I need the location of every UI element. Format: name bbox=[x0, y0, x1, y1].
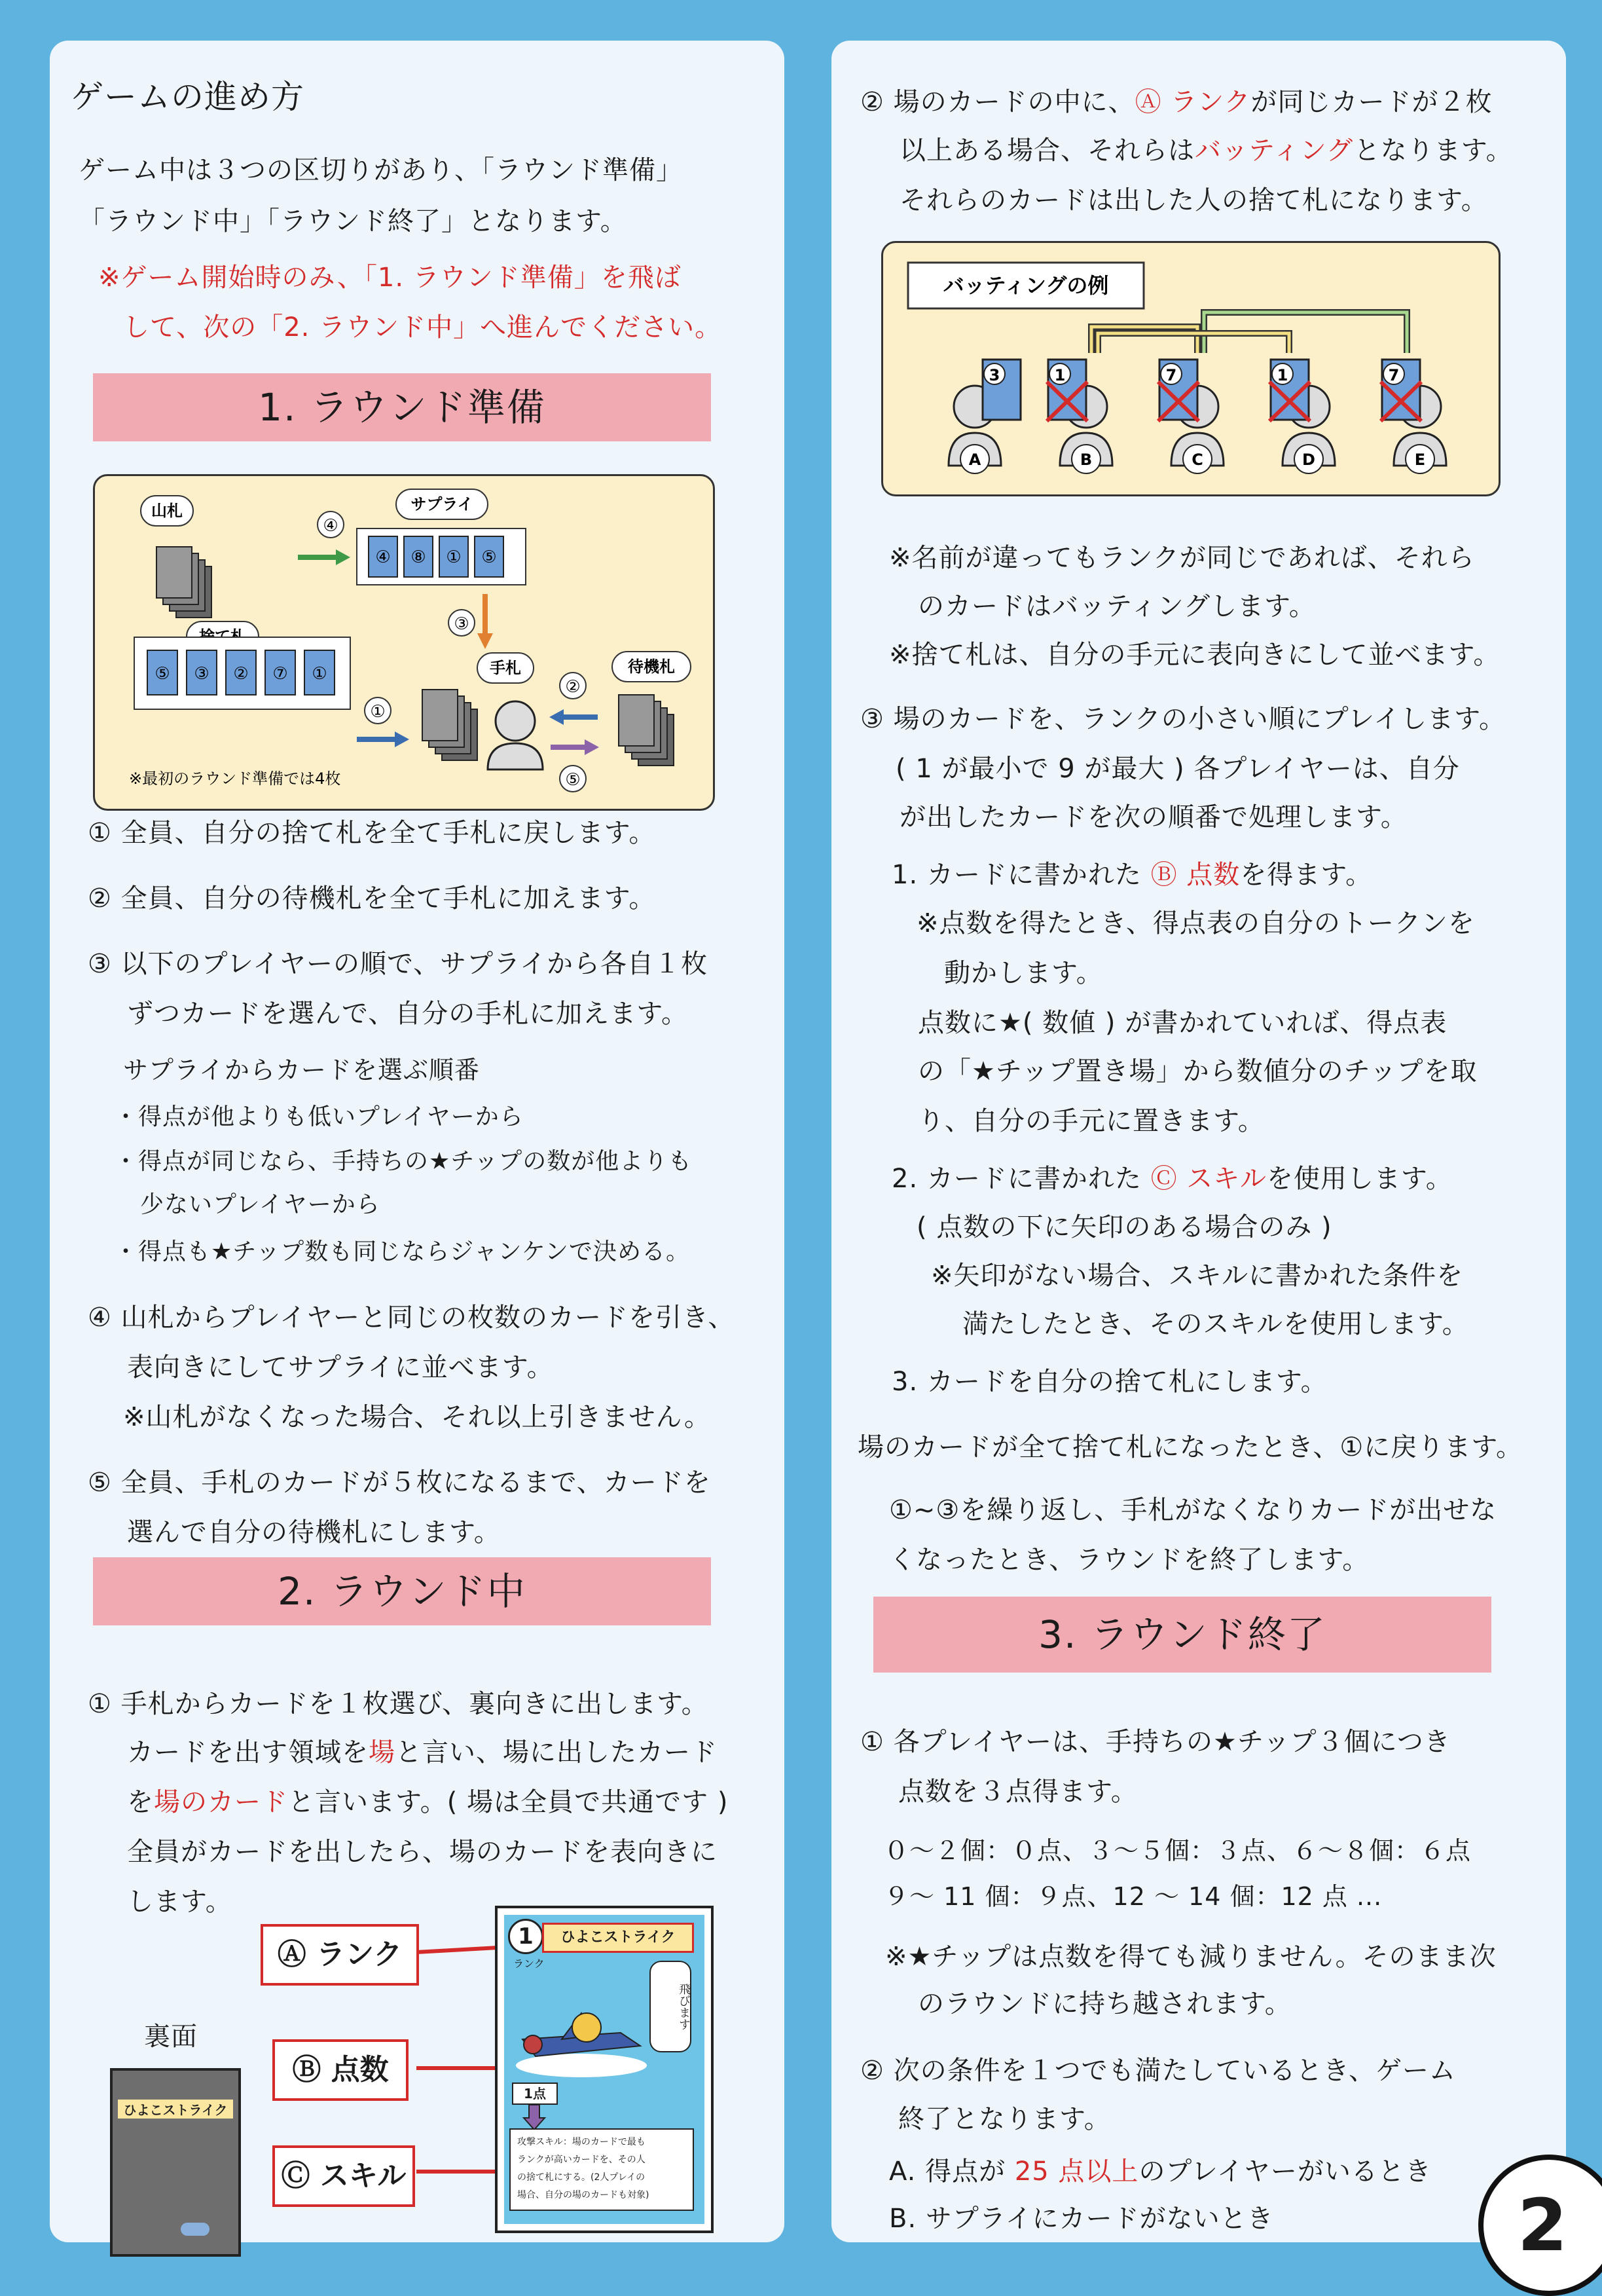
batting-example bbox=[881, 241, 1501, 496]
section-1-title: 1. ラウンド準備 bbox=[93, 373, 711, 441]
round-prep-diagram bbox=[93, 474, 715, 811]
hand-label: 手札 bbox=[490, 659, 521, 677]
right-panel bbox=[831, 41, 1566, 2242]
end-line: のラウンドに持ち越されます。 bbox=[918, 1989, 1292, 2019]
card-points: 1点 bbox=[512, 2083, 558, 2105]
points-label: Ⓑ 点数 bbox=[272, 2039, 409, 2101]
sub-note: ※点数を得たとき、得点表の自分のトークンを bbox=[917, 908, 1475, 938]
supply-card: ⑧ bbox=[410, 547, 426, 567]
play-line: 全員がカードを出したら、場のカードを表向きに bbox=[127, 1837, 718, 1867]
player-label: B bbox=[1080, 451, 1093, 469]
end-line: 点数を３点得ます。 bbox=[898, 1777, 1138, 1807]
order-title: サプライからカードを選ぶ順番 bbox=[123, 1056, 480, 1084]
page-heading: ゲームの進め方 bbox=[71, 78, 304, 116]
sub-note: ※矢印がない場合、スキルに書かれた条件を bbox=[931, 1261, 1464, 1291]
discard-card: ⑤ bbox=[155, 664, 170, 684]
player-B bbox=[1047, 360, 1112, 473]
discard-cards bbox=[147, 650, 335, 695]
discard-card: ① bbox=[312, 664, 327, 684]
player-A bbox=[949, 360, 1021, 473]
waiting-label: 待機札 bbox=[628, 657, 675, 676]
discard-card: ③ bbox=[194, 664, 209, 684]
player-C bbox=[1158, 360, 1224, 473]
supply-label: サプライ bbox=[410, 495, 473, 513]
card-front bbox=[495, 1906, 714, 2233]
sub-step-2: 2. カードに書かれた Ⓒ スキルを使用します。 bbox=[892, 1164, 1453, 1194]
card-name: ひよこストライク bbox=[542, 1923, 694, 1953]
sub-note: ( 点数の下に矢印のある場合のみ ) bbox=[917, 1212, 1332, 1242]
batting-card-rank: 7 bbox=[1165, 366, 1177, 384]
batting-line: 以上ある場合、それらはバッティングとなります。 bbox=[900, 136, 1513, 166]
sub-note: の「★チップ置き場」から数値分のチップを取 bbox=[918, 1056, 1478, 1086]
play-order-line: が出したカードを次の順番で処理します。 bbox=[900, 802, 1408, 832]
supply-card: ⑤ bbox=[481, 547, 497, 567]
skill-line: 場合、自分の場のカードも対象) bbox=[517, 2190, 649, 2200]
play-line: カードを出す領域を場と言い、場に出したカード bbox=[127, 1737, 718, 1768]
card-face bbox=[504, 1915, 704, 2224]
player-label: A bbox=[968, 451, 981, 469]
sub-step-1: 1. カードに書かれた Ⓑ 点数を得ます。 bbox=[892, 860, 1373, 890]
round-prep-svg bbox=[95, 476, 713, 809]
note-line: ※ゲーム開始時のみ、「1. ラウンド準備」を飛ば bbox=[98, 263, 682, 293]
supply-card: ① bbox=[446, 547, 462, 567]
deck-label: 山札 bbox=[151, 502, 183, 520]
step-line: ⑤ 全員、手札のカードが５枚になるまで、カードを bbox=[88, 1468, 711, 1498]
note-line: ※捨て札は、自分の手元に表向きにして並べます。 bbox=[889, 640, 1501, 670]
card-skill-text bbox=[509, 2128, 694, 2211]
play-line: します。 bbox=[127, 1887, 232, 1917]
skill-line: ランクが高いカードを、その人 bbox=[517, 2155, 646, 2165]
batting-card-rank: 3 bbox=[989, 366, 1000, 384]
batting-svg bbox=[883, 243, 1499, 494]
end-line: 終了となります。 bbox=[898, 2104, 1111, 2134]
intro-line: ゲーム中は３つの区切りがあり、「ラウンド準備」 bbox=[79, 155, 683, 185]
step-number: ② bbox=[565, 677, 581, 697]
end-condition-a: A. 得点が 25 点以上のプレイヤーがいるとき bbox=[889, 2157, 1432, 2187]
step-line: ※山札がなくなった場合、それ以上引きません。 bbox=[123, 1402, 711, 1432]
order-item: 少ないプレイヤーから bbox=[140, 1191, 380, 1218]
step-line: 表向きにしてサプライに並べます。 bbox=[127, 1352, 554, 1382]
card-back-label: 裏面 bbox=[144, 2022, 198, 2052]
play-order-line: ③ 場のカードを、ランクの小さい順にプレイします。 bbox=[860, 704, 1506, 734]
order-item: ・得点が他よりも低いプレイヤーから bbox=[114, 1103, 524, 1130]
end-line: ０～２個：０点、３～５個：３点、６～８個：６点 bbox=[884, 1836, 1472, 1865]
batting-card-rank: 7 bbox=[1388, 366, 1400, 384]
sub-note: 動かします。 bbox=[944, 958, 1103, 988]
batting-line: ② 場のカードの中に、Ⓐ ランクが同じカードが２枚 bbox=[860, 87, 1493, 117]
step-line: ② 全員、自分の待機札を全て手札に加えます。 bbox=[88, 883, 656, 914]
section-3-title: 3. ラウンド終了 bbox=[873, 1597, 1491, 1673]
sub-note: 満たしたとき、そのスキルを使用します。 bbox=[962, 1309, 1469, 1339]
supply-card: ④ bbox=[375, 547, 391, 567]
step-line: ずつカードを選んで、自分の手札に加えます。 bbox=[127, 999, 688, 1029]
player-E bbox=[1381, 360, 1446, 473]
end-line: ※★チップは点数を得ても減りません。そのまま次 bbox=[885, 1942, 1497, 1972]
card-rank-caption: ランク bbox=[513, 1957, 545, 1970]
after-line: ①~③を繰り返し、手札がなくなりカードが出せな bbox=[889, 1495, 1497, 1525]
after-line: くなったとき、ラウンドを終了します。 bbox=[889, 1545, 1370, 1575]
player-label: C bbox=[1192, 451, 1203, 469]
play-line: を場のカードと言います。( 場は全員で共通です ) bbox=[127, 1787, 729, 1817]
plane-illustration bbox=[509, 1993, 653, 2085]
plane-icon bbox=[181, 2223, 209, 2236]
sub-note: 点数に★( 数値 ) が書かれていれば、得点表 bbox=[918, 1008, 1447, 1038]
section-2-title: 2. ラウンド中 bbox=[93, 1557, 711, 1625]
card-rank: 1 bbox=[508, 1919, 543, 1954]
skill-line: 攻撃スキル：場のカードで最も bbox=[517, 2137, 646, 2147]
step-line: ③ 以下のプレイヤーの順で、サプライから各自１枚 bbox=[88, 949, 708, 979]
step-line: 選んで自分の待機札にします。 bbox=[127, 1517, 501, 1547]
order-item: ・得点が同じなら、手持ちの★チップの数が他よりも bbox=[114, 1148, 693, 1175]
batting-card-rank: 1 bbox=[1054, 366, 1066, 384]
batting-card-rank: 1 bbox=[1277, 366, 1288, 384]
discard-card: ② bbox=[233, 664, 249, 684]
step-number: ① bbox=[370, 702, 386, 722]
sub-note: り、自分の手元に置きます。 bbox=[918, 1106, 1265, 1136]
left-panel bbox=[50, 41, 784, 2242]
play-order-line: ( 1 が最小で 9 が最大 ) 各プレイヤーは、自分 bbox=[896, 754, 1460, 784]
player-D bbox=[1269, 360, 1335, 473]
player-label: D bbox=[1302, 451, 1315, 469]
step-number: ④ bbox=[323, 516, 338, 536]
player-label: E bbox=[1414, 451, 1426, 469]
rank-label: Ⓐ ランク bbox=[261, 1924, 419, 1986]
step-line: ④ 山札からプレイヤーと同じの枚数のカードを引き、 bbox=[88, 1303, 735, 1333]
end-line: ９～ 11 個：９点、12 ～ 14 個：12 点 ... bbox=[884, 1882, 1383, 1911]
intro-line: 「ラウンド中」「ラウンド終了」となります。 bbox=[79, 206, 627, 236]
after-line: 場のカードが全て捨て札になったとき、①に戻ります。 bbox=[858, 1432, 1523, 1462]
step-number: ③ bbox=[454, 614, 469, 634]
skill-arrow-icon bbox=[521, 2105, 547, 2131]
batting-line: それらのカードは出した人の捨て札になります。 bbox=[900, 185, 1488, 215]
discard-card: ⑦ bbox=[272, 664, 288, 684]
end-line: ② 次の条件を１つでも満たしているとき、ゲーム bbox=[860, 2056, 1456, 2086]
note-line: のカードはバッティングします。 bbox=[918, 591, 1316, 621]
end-line: ① 各プレイヤーは、手持ちの★チップ３個につき bbox=[860, 1727, 1451, 1757]
play-line: ① 手札からカードを１枚選び、裏向きに出します。 bbox=[88, 1689, 708, 1719]
order-item: ・得点も★チップ数も同じならジャンケンで決める。 bbox=[114, 1238, 690, 1265]
batting-title: バッティングの例 bbox=[943, 273, 1109, 298]
card-back bbox=[110, 2068, 241, 2257]
card-speech: 飛びます bbox=[649, 1961, 691, 2052]
end-condition-b: B. サプライにカードがないとき bbox=[889, 2204, 1274, 2234]
note-line: して、次の「2. ラウンド中」へ進んでください。 bbox=[123, 312, 722, 343]
page-number: 2 bbox=[1478, 2155, 1602, 2296]
note-line: ※名前が違ってもランクが同じであれば、それら bbox=[889, 543, 1475, 573]
skill-label: Ⓒ スキル bbox=[272, 2145, 415, 2207]
diagram-footnote: ※最初のラウンド準備では4枚 bbox=[129, 769, 341, 788]
step-line: ① 全員、自分の捨て札を全て手札に戻します。 bbox=[88, 818, 656, 848]
card-back-logo: ひよこストライク bbox=[118, 2100, 233, 2119]
skill-line: の捨て札にする。(2人プレイの bbox=[517, 2172, 646, 2183]
sub-step-3: 3. カードを自分の捨て札にします。 bbox=[892, 1367, 1328, 1397]
step-number: ⑤ bbox=[565, 770, 581, 790]
